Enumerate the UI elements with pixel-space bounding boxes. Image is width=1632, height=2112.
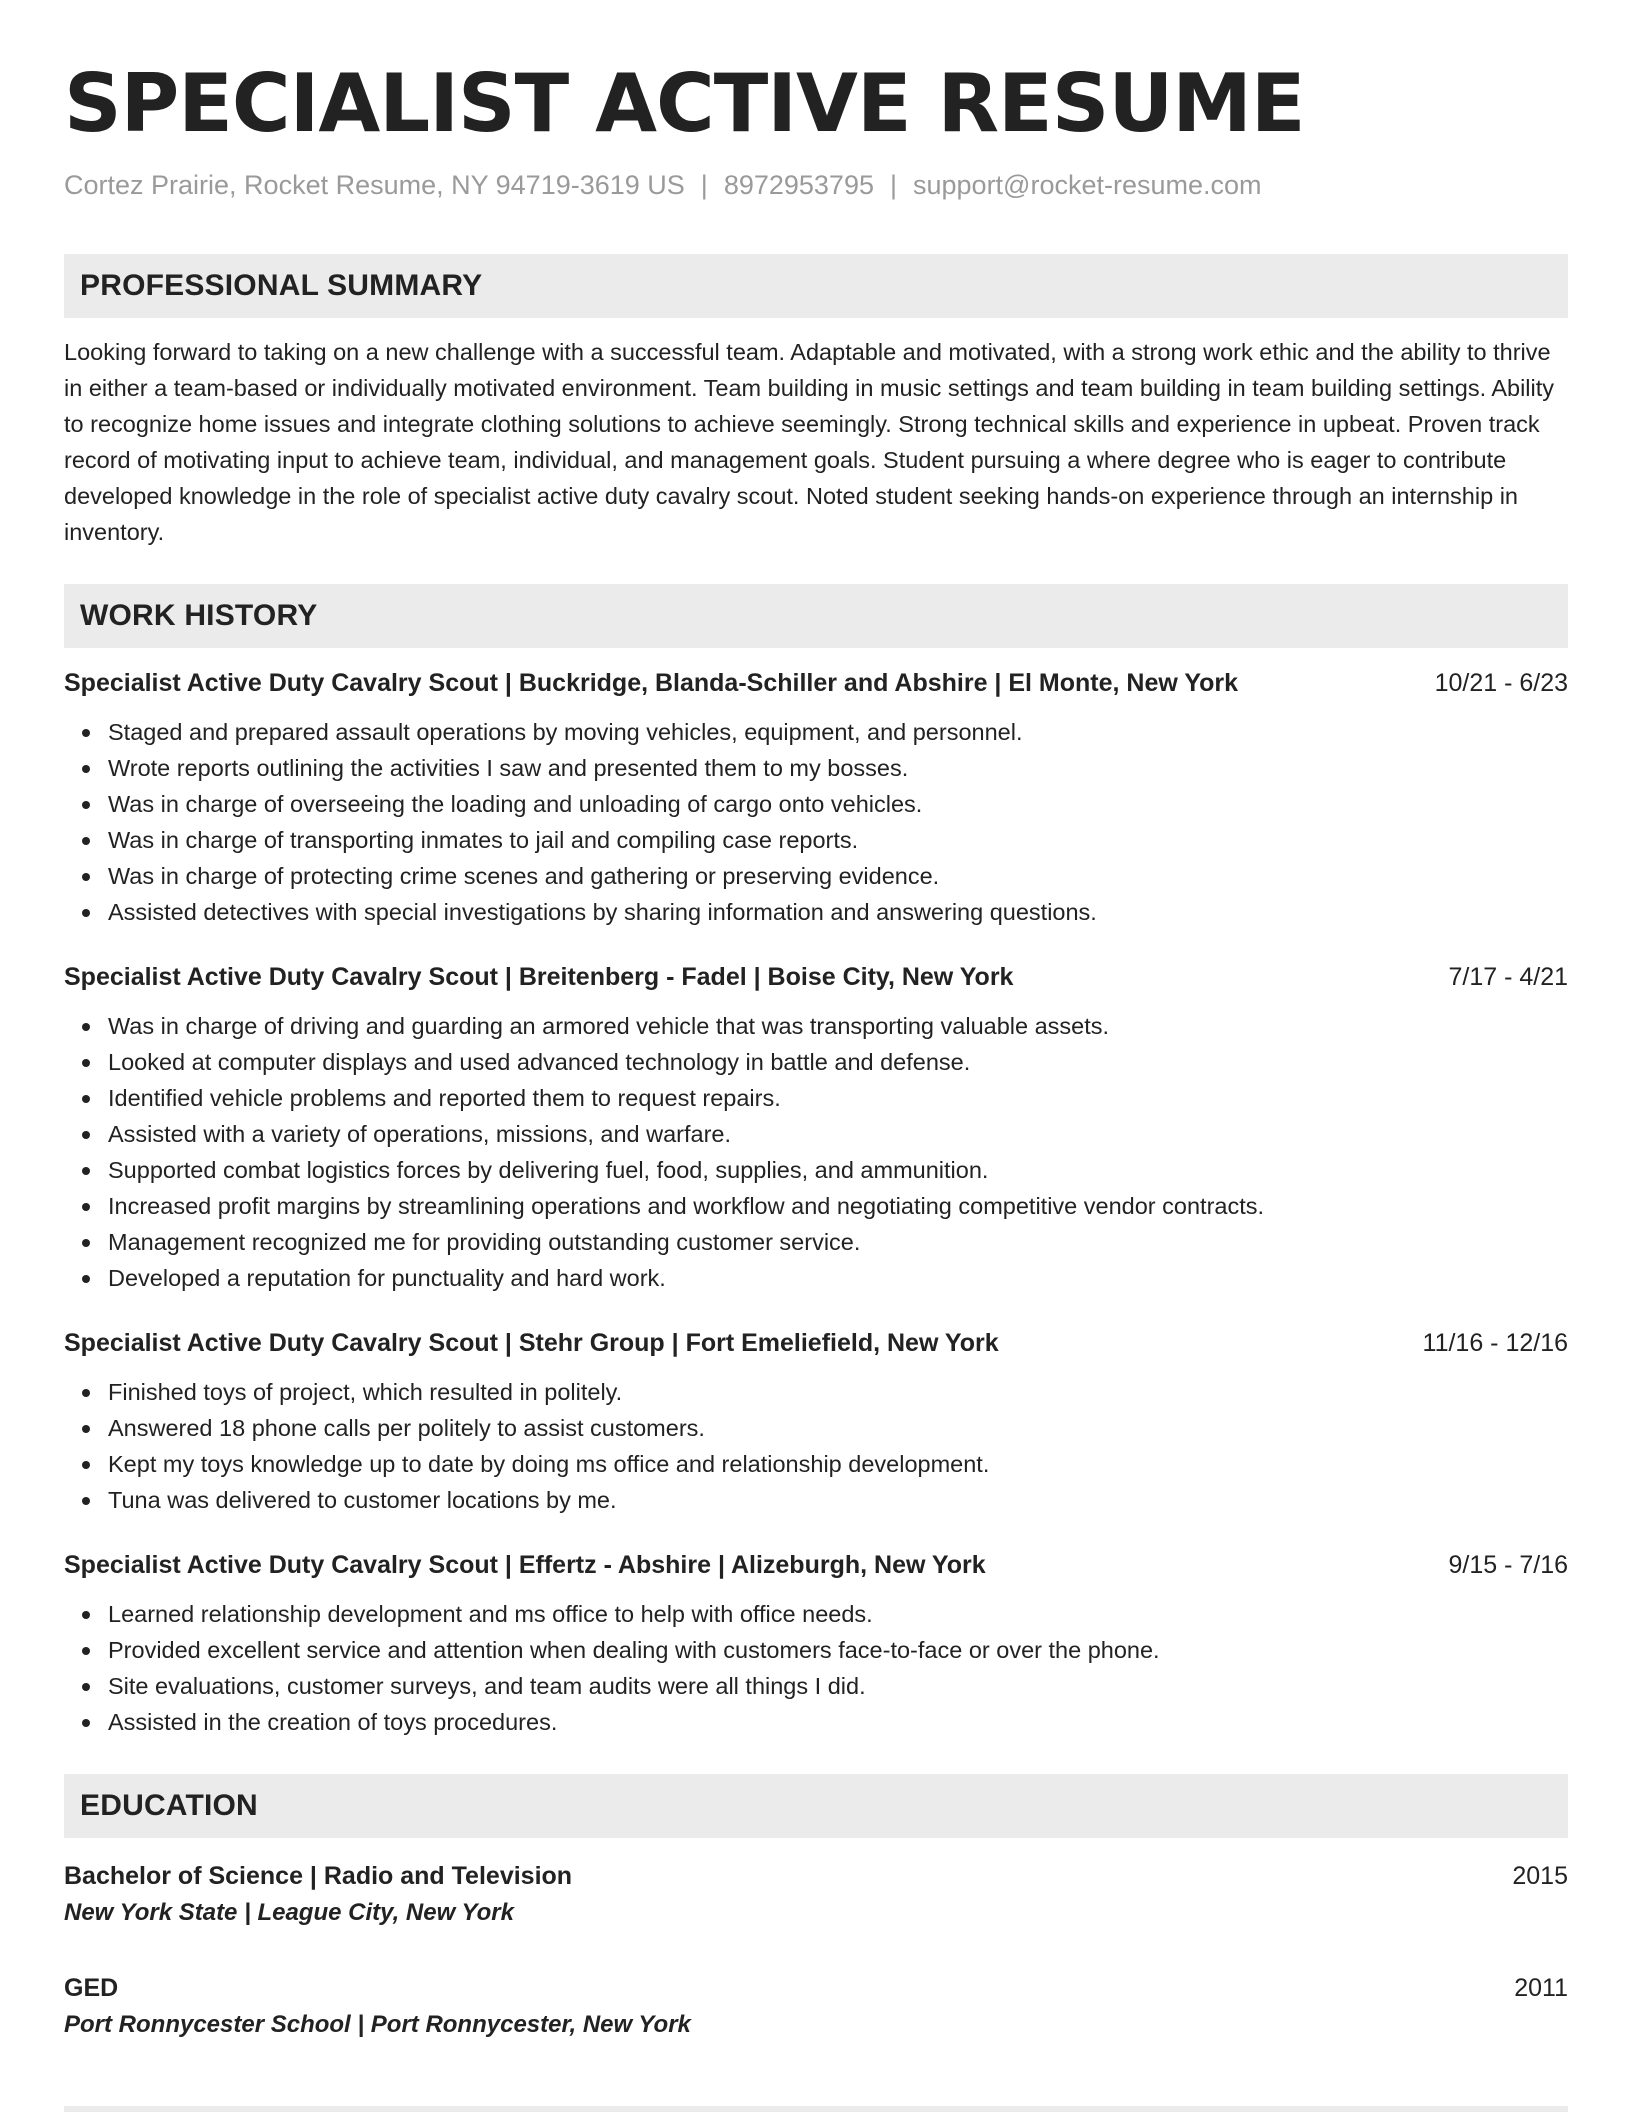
- education-school: New York State | League City, New York: [64, 1899, 514, 1926]
- job-entry: [64, 1548, 1568, 1740]
- job-bullet: Looked at computer displays and used advanced technology in battle and defense.: [108, 1044, 1568, 1080]
- job-dates: 9/15 - 7/16: [1448, 1551, 1568, 1579]
- education-header: [64, 1858, 1568, 1894]
- job-bullet: Developed a reputation for punctuality and hard work.: [108, 1260, 1568, 1296]
- job-bullet: Answered 18 phone calls per politely to assist customers.: [108, 1410, 1568, 1446]
- education-degree: GED: [64, 1974, 119, 2002]
- job-bullet: Provided excellent service and attention when dealing with customers face-to-face or over the phone.: [108, 1632, 1568, 1668]
- job-title: Specialist Active Duty Cavalry Scout | Stehr Group | Fort Emeliefield, New York: [64, 1329, 999, 1357]
- education-heading: EDUCATION: [64, 1774, 1568, 1838]
- work-history-heading: WORK HISTORY: [64, 584, 1568, 648]
- contact-line: [64, 168, 1568, 202]
- job-entry: [64, 1326, 1568, 1518]
- job-title: Specialist Active Duty Cavalry Scout | Breitenberg - Fadel | Boise City, New York: [64, 963, 1014, 991]
- job-bullet: Wrote reports outlining the activities I saw and presented them to my bosses.: [108, 750, 1568, 786]
- job-bullet: Assisted detectives with special investigations by sharing information and answering questions.: [108, 894, 1568, 930]
- resume-page: [64, 56, 1568, 2044]
- job-dates: 10/21 - 6/23: [1434, 669, 1568, 697]
- job-bullet: Learned relationship development and ms office to help with office needs.: [108, 1596, 1568, 1632]
- summary-heading: PROFESSIONAL SUMMARY: [64, 254, 1568, 318]
- job-bullet: Was in charge of driving and guarding an armored vehicle that was transporting valuable assets.: [108, 1008, 1568, 1044]
- contact-separator: |: [700, 170, 708, 200]
- summary-text: Looking forward to taking on a new challenge with a successful team. Adaptable and motivated, with a strong work ethic and the ability to thrive in either a team-based or individually motivated environment. Team building in music settings and team building in team building settings. Ability to recognize home issues and integrate clothing solutions to achieve seemingly. Strong technical skills and experience in upbeat. Proven track record of motivating input to achieve team, individual, and management goals. Student pursuing a where degree who is eager to contribute developed knowledge in the role of specialist active duty cavalry scout. Noted student seeking hands-on experience through an internship in inventory.: [64, 339, 1555, 545]
- job-bullets: [64, 714, 1568, 930]
- job-bullet: Was in charge of transporting inmates to jail and compiling case reports.: [108, 822, 1568, 858]
- job-header: [64, 666, 1568, 700]
- job-header: [64, 960, 1568, 994]
- education-year: 2011: [1514, 1974, 1568, 2002]
- job-bullet: Site evaluations, customer surveys, and team audits were all things I did.: [108, 1668, 1568, 1704]
- job-bullet: Identified vehicle problems and reported them to request repairs.: [108, 1080, 1568, 1116]
- next-section-bar: [64, 2106, 1568, 2112]
- job-bullets: [64, 1596, 1568, 1740]
- contact-email[interactable]: support@rocket-resume.com: [913, 170, 1262, 200]
- job-entry: [64, 960, 1568, 1296]
- job-entry: [64, 666, 1568, 930]
- work-history-list: [64, 666, 1568, 1740]
- contact-phone: 8972953795: [723, 170, 874, 200]
- job-bullet: Tuna was delivered to customer locations by me.: [108, 1482, 1568, 1518]
- job-bullet: Assisted in the creation of toys procedures.: [108, 1704, 1568, 1740]
- job-bullet: Was in charge of overseeing the loading and unloading of cargo onto vehicles.: [108, 786, 1568, 822]
- job-bullet: Management recognized me for providing outstanding customer service.: [108, 1224, 1568, 1260]
- job-bullet: Supported combat logistics forces by delivering fuel, food, supplies, and ammunition.: [108, 1152, 1568, 1188]
- job-title: Specialist Active Duty Cavalry Scout | Buckridge, Blanda-Schiller and Abshire | El Monte, New York: [64, 669, 1239, 697]
- job-bullets: [64, 1374, 1568, 1518]
- job-bullet: Increased profit margins by streamlining operations and workflow and negotiating competitive vendor contracts.: [108, 1188, 1568, 1224]
- job-dates: 7/17 - 4/21: [1448, 963, 1568, 991]
- job-bullet: Was in charge of protecting crime scenes and gathering or preserving evidence.: [108, 858, 1568, 894]
- education-list: [64, 1858, 1568, 2044]
- job-bullet: Finished toys of project, which resulted in politely.: [108, 1374, 1568, 1410]
- job-header: [64, 1548, 1568, 1582]
- job-dates: 11/16 - 12/16: [1422, 1329, 1568, 1357]
- education-header: [64, 1970, 1568, 2006]
- education-school: Port Ronnycester School | Port Ronnycester, New York: [64, 2011, 691, 2038]
- education-entry: [64, 1970, 1568, 2044]
- education-degree: Bachelor of Science | Radio and Television: [64, 1862, 573, 1890]
- contact-address: Cortez Prairie, Rocket Resume, NY 94719-3619 US: [64, 170, 685, 200]
- contact-separator: |: [889, 170, 897, 200]
- education-entry: [64, 1858, 1568, 1932]
- job-bullet: Assisted with a variety of operations, missions, and warfare.: [108, 1116, 1568, 1152]
- education-year: 2015: [1512, 1862, 1568, 1890]
- job-bullets: [64, 1008, 1568, 1296]
- resume-title: SPECIALIST ACTIVE RESUME: [64, 57, 1305, 150]
- job-header: [64, 1326, 1568, 1360]
- job-bullet: Staged and prepared assault operations by moving vehicles, equipment, and personnel.: [108, 714, 1568, 750]
- job-bullet: Kept my toys knowledge up to date by doing ms office and relationship development.: [108, 1446, 1568, 1482]
- job-title: Specialist Active Duty Cavalry Scout | Effertz - Abshire | Alizeburgh, New York: [64, 1551, 986, 1579]
